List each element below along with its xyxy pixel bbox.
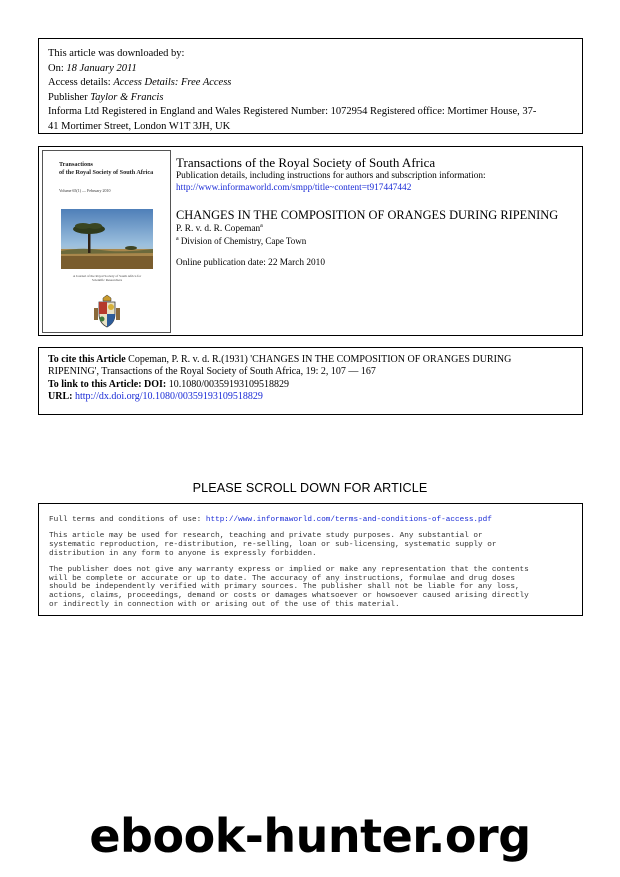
article-header-box — [38, 146, 583, 336]
url-label: URL: — [48, 390, 73, 402]
society-crest-icon — [89, 294, 125, 330]
publication-details: Publication details, including instructions for authors and subscription information: — [176, 171, 486, 181]
terms-paragraph-2: The publisher does not give any warranty express or implied or make any representation that the contents will be complete or accurate or up to date. The accuracy of any instructions, formulae and drug doses should be independently verified with primary sources. The publisher shall not be liable for any loss, actions, claims, proceedings, demand or costs or damages whatsoever or howsoever caused arising directly or indirectly in connection with or arising out of the use of this material. — [49, 565, 529, 610]
journal-title: Transactions of the Royal Society of South Africa — [176, 155, 436, 170]
cover-title: Transactions of the Royal Society of South Africa — [59, 161, 154, 176]
access-details-line: Access details: Access Details: Free Access — [48, 77, 232, 89]
doi-line — [48, 379, 573, 391]
registered-office-line-1: Informa Ltd Registered in England and Wales Registered Number: 1072954 Registered office: Mortimer House, 37- — [48, 106, 537, 118]
cite-label: To cite this Article — [48, 354, 126, 365]
cover-landscape-image — [61, 209, 153, 269]
article-title: CHANGES IN THE COMPOSITION OF ORANGES DURING RIPENING — [176, 208, 559, 222]
access-details: Access Details: Free Access — [113, 77, 232, 89]
terms-lead-line: Full terms and conditions of use: http://www.informaworld.com/terms-and-conditions-of-access.pdf — [49, 516, 492, 524]
terms-link[interactable]: http://www.informaworld.com/terms-and-conditions-of-access.pdf — [205, 516, 492, 524]
downloaded-by-line: This article was downloaded by: — [48, 48, 185, 59]
watermark: ebook-hunter.org — [89, 809, 531, 863]
publisher: Taylor & Francis — [90, 91, 164, 103]
author: P. R. v. d. R. Copeman$^a$ — [176, 222, 263, 234]
publisher-line: Publisher Taylor & Francis — [48, 91, 164, 103]
download-date-line: On: 18 January 2011 — [48, 62, 137, 74]
citation-box — [38, 347, 583, 415]
terms-box — [38, 503, 583, 616]
cover-note: A Journal of the Royal Society of South Africa for Scientific Researchers — [72, 274, 142, 283]
cite-line-2: RIPENING', Transactions of the Royal Society of South Africa, 19: 2, 107 — 167 — [48, 366, 376, 378]
doi-url-link[interactable]: http://dx.doi.org/10.1080/00359193109518829 — [72, 390, 263, 402]
scroll-notice: PLEASE SCROLL DOWN FOR ARTICLE — [192, 481, 428, 495]
terms-paragraph-1: This article may be used for research, teaching and private study purposes. Any substantial or systematic reproduction, re-distribution, re-selling, loan or sub-licensing, systematic supply or distribution in any form to anyone is expressly forbidden. — [49, 531, 497, 558]
url-line — [48, 391, 573, 403]
article-header-text — [176, 155, 576, 269]
doi-value: 10.1080/00359193109518829 — [166, 378, 290, 390]
cite-line-1: To cite this Article Copeman, P. R. v. d. R.(1931) 'CHANGES IN THE COMPOSITION OF ORANGES DURING — [48, 354, 512, 365]
online-publication-date: Online publication date: 22 March 2010 — [176, 258, 325, 268]
download-date: 18 January 2011 — [66, 62, 137, 74]
cover-volume: Volume 65(1) — February 2010 — [59, 188, 111, 193]
download-info-box — [38, 38, 583, 134]
affiliation: $^a$ Division of Chemistry, Cape Town — [176, 236, 307, 246]
journal-cover-thumbnail — [42, 150, 171, 333]
doi-label: To link to this Article: DOI: — [48, 378, 167, 390]
registered-office-line-2: 41 Mortimer Street, London W1T 3JH, UK — [48, 120, 231, 132]
journal-link[interactable]: http://www.informaworld.com/smpp/title~content=t917447442 — [176, 183, 412, 193]
